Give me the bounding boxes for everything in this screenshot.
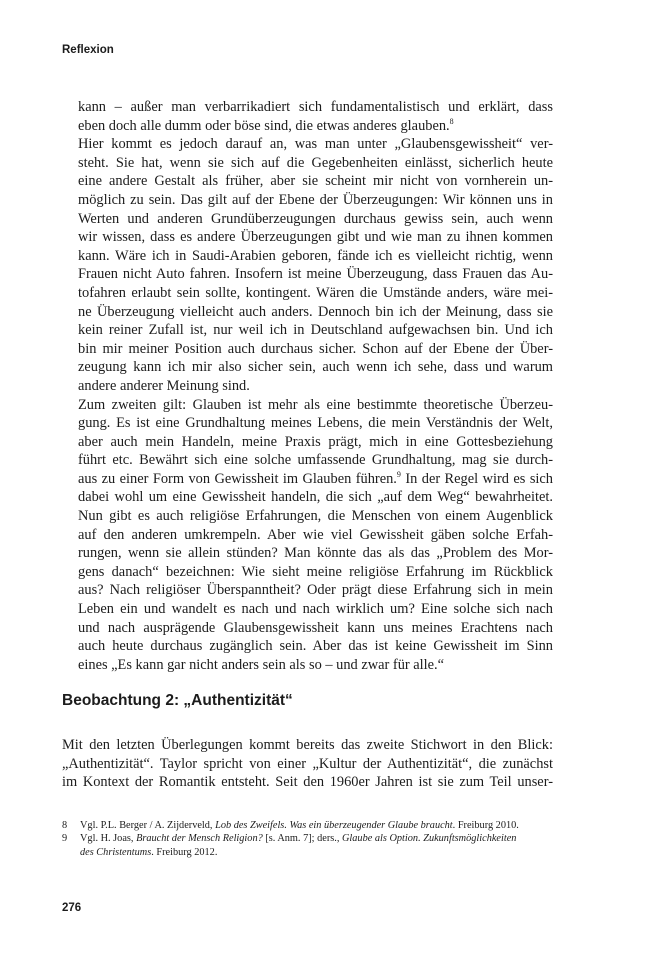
text-line-content: In der Regel wird es sich (400, 470, 553, 487)
text-line: „Authentizität“. Taylor spricht von einer „Kultur der Authentizität“, die zunächst (62, 755, 553, 772)
footnote-ref-8[interactable]: 8 (449, 116, 454, 126)
text-line: kein reiner Zufall ist, nur weil ich in Deutschland aufgewachsen bin. Und ich (78, 322, 553, 339)
text-line: auch heute durchaus zugänglich sein. Aber das ist keine Gewissheit im Sinn (78, 638, 553, 655)
footnote-title: Lob des Zweifels. Was ein überzeugender Glaube braucht (215, 820, 453, 831)
text-line: ne Überzeugung vielleicht auch anders. Dennoch bin ich der Meinung, dass sie (78, 303, 553, 320)
footnote-title: Braucht der Mensch Religion? (136, 833, 263, 845)
footnote-title: des Christentums (80, 846, 152, 858)
page-number: 276 (62, 902, 82, 914)
footnote-8 (62, 819, 562, 832)
indented-text-block (78, 98, 553, 674)
section-heading: Beobachtung 2: „Authentizität“ (62, 692, 293, 709)
footnote-number: 8 (62, 820, 68, 831)
text-line: andere anderer Meinung sind. (78, 377, 250, 394)
footnote-title: Glaube als Option. Zukunftsmöglichkeiten (341, 833, 517, 845)
text-line (78, 117, 553, 136)
body-paragraph (62, 736, 553, 792)
footnote-segment: Vgl. H. Joas, (80, 833, 137, 845)
footnote-9-continuation (62, 846, 562, 859)
text-line: dabei wohl um eine Gewissheit handeln, die sich „auf dem Weg“ bewahrheitet. (78, 489, 553, 506)
text-line: möglich zu sein. Das gilt auf der Ebene der Überzeugungen: Wir können uns in (78, 191, 553, 208)
footnote-segment: . Freiburg 2012. (151, 846, 218, 858)
text-line: Leben ein und wandelt es nach und nach wirklich um? Eine solche sich nach (78, 601, 553, 618)
footnote-ref-9[interactable]: 9 (396, 469, 401, 479)
text-line: aus? Nach religiöser Überspanntheit? Oder prägt diese Erfahrung sich in mein (78, 582, 553, 599)
text-line: im Kontext der Romantik entsteht. Seit den 1960er Jahren ist sie zum Teil unser- (62, 774, 553, 791)
footnote-number: 9 (62, 833, 68, 845)
text-line: führt etc. Bewährt sich eine solche umfassende Grundhaltung, mag sie durch- (78, 452, 553, 469)
footnotes (62, 819, 562, 859)
text-line: Frauen nicht Auto fahren. Insofern ist meine Überzeugung, dass Frauen das Au- (78, 266, 553, 283)
text-line: bin mir meiner Position auch durchaus sicher. Schon auf der Ebene der Über- (78, 340, 553, 357)
text-line-content: eben doch alle dumm oder böse sind, die etwas anderes glauben. (78, 117, 450, 134)
text-line: gung. Es ist eine Grundhaltung meines Lebens, die mein Verständnis der Welt, (78, 415, 553, 432)
footnote-segment: [s. Anm. 7]; ders., (262, 833, 342, 845)
text-line: zeugung kann ich mir also sicher sein, auch wenn ich sehe, dass und warum (78, 359, 553, 376)
text-line: Zum zweiten gilt: Glauben ist mehr als eine bestimmte theoretische Überzeu- (78, 396, 553, 413)
text-line: auf den anderen umkrempeln. Aber wie viel Gewissheit gäben solche Erfah- (78, 526, 553, 543)
text-line: eines „Es kann gar nicht anders sein als so – und zwar für alle.“ (78, 656, 445, 673)
text-line: Werten und anderen Grundüberzeugungen durchaus gewiss sein, auch wenn (78, 210, 553, 227)
text-line: eine andere Gestalt als früher, aber sie scheint mir nicht von vornherein un- (78, 173, 553, 190)
footnote-9 (62, 832, 562, 845)
footnote-text (80, 819, 562, 832)
text-line: tofahren erlaubt sein sollte, kontingent. Wären die Umstände anders, wäre mei- (78, 284, 553, 301)
text-line: und nach ausprägende Glaubensgewissheit kann uns meines Erachtens nach (78, 619, 553, 636)
text-line: Hier kommt es jedoch darauf an, was man unter „Glaubensgewissheit“ ver- (78, 136, 553, 153)
footnote-segment: . Freiburg 2010. (452, 820, 519, 831)
footnote-text (80, 832, 562, 845)
text-line: Nun gibt es auch religiöse Erfahrungen, die Menschen von einem Augenblick (78, 508, 553, 525)
text-line: steht. Sie hat, wenn sie sich auf die Gegebenheiten einlässt, sicherlich heute (78, 154, 553, 171)
text-line: Mit den letzten Überlegungen kommt bereits das zweite Stichwort in den Blick: (62, 737, 553, 753)
text-line (78, 470, 553, 489)
text-line-content: aus zu einer Form von Gewissheit im Glauben führen. (78, 470, 397, 487)
text-line: kann – außer man verbarrikadiert sich fundamentalistisch und erklärt, dass (78, 99, 553, 115)
footnote-segment: Vgl. P.L. Berger / A. Zijderveld, (80, 820, 216, 831)
text-line: kann. Wäre ich in Saudi-Arabien geboren, fände ich es vielleicht richtig, wenn (78, 247, 553, 264)
text-line: wir wissen, dass es andere Überzeugungen gibt und wie man zu ihnen kommen (78, 229, 553, 246)
text-line: gens danach“ bezeichnen: Wie sieht meine religiöse Erfahrung im Rückblick (78, 563, 553, 580)
text-line: rungen, wenn sie allein stünden? Man könnte das als das „Problem des Mor- (78, 545, 553, 562)
running-head: Reflexion (62, 44, 114, 56)
text-line: aber auch mein Handeln, meine Praxis prägt, mich in eine Gottesbeziehung (78, 433, 553, 450)
